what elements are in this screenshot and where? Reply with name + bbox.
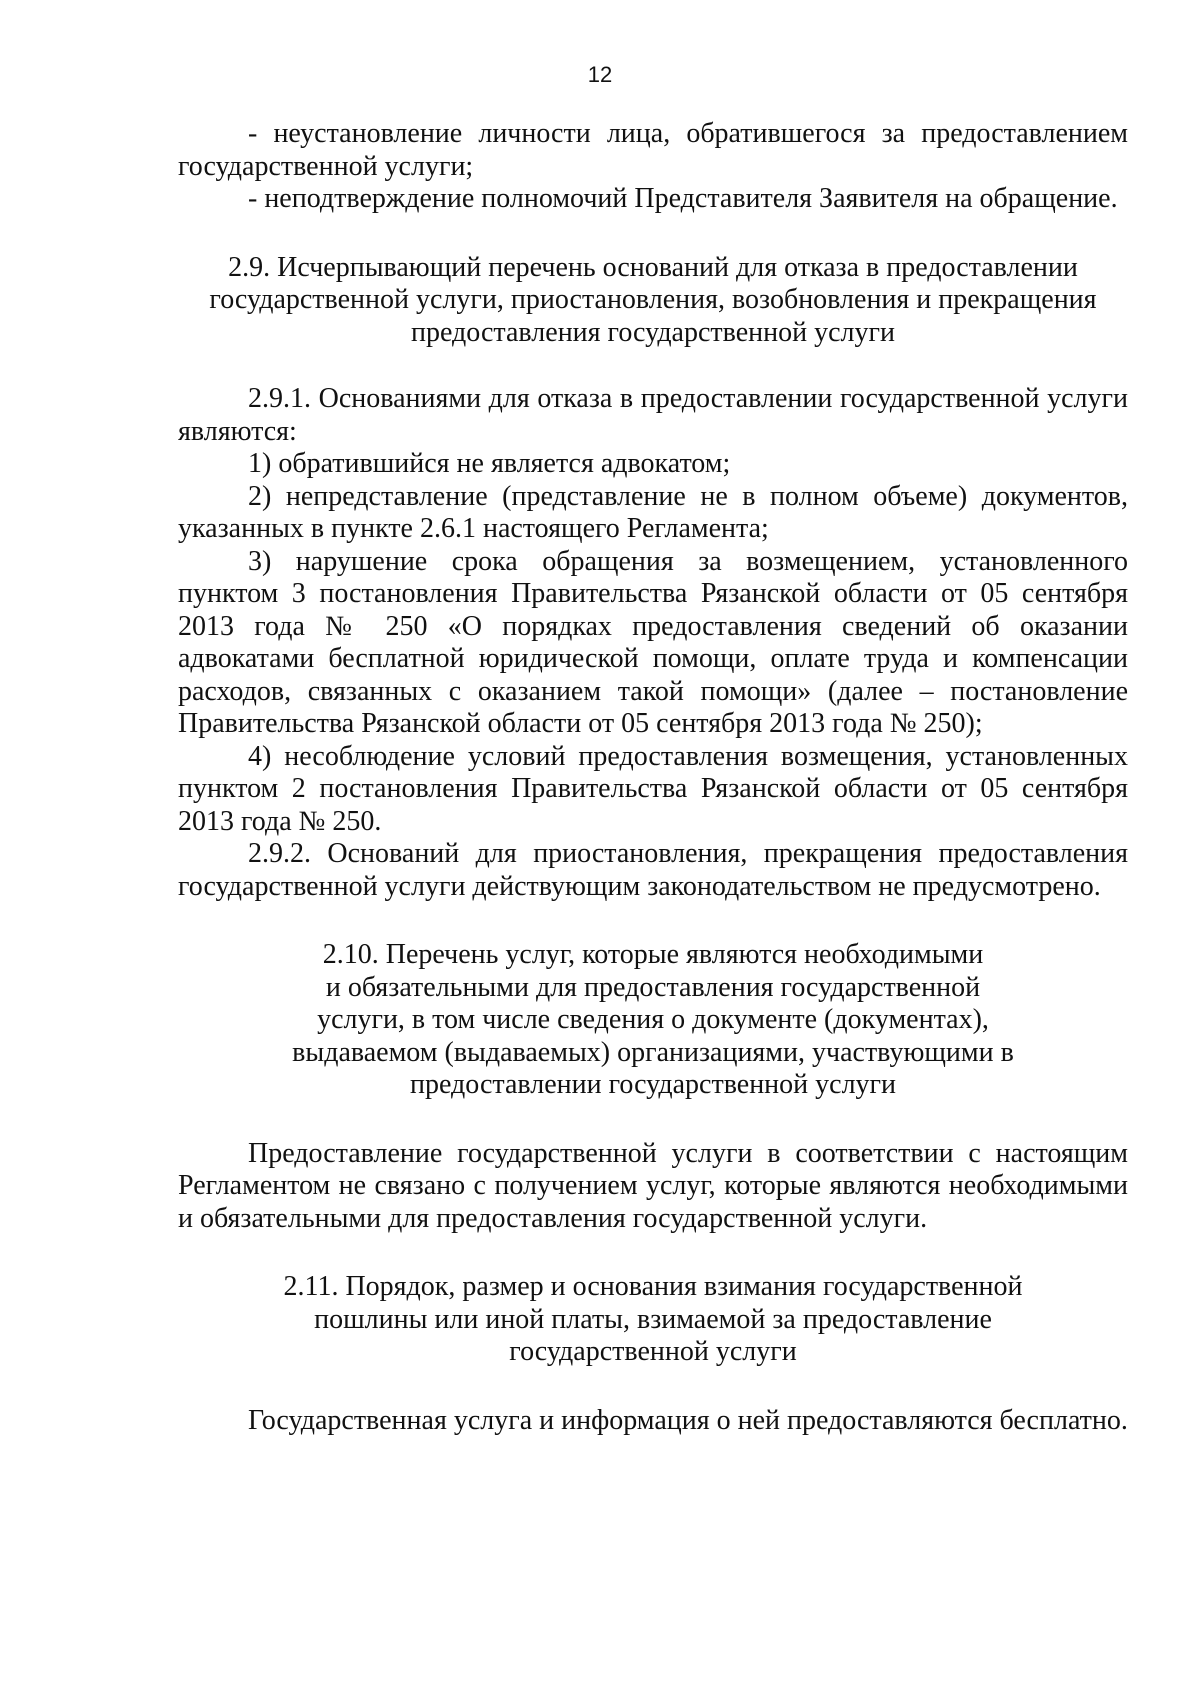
section-2-10-heading (178, 939, 1128, 1102)
document-body (178, 118, 1128, 1437)
heading-line: услуги, в том числе сведения о документе (документах), (317, 1004, 989, 1035)
list-item-1: 1) обратившийся не является адвокатом; (248, 448, 731, 479)
paragraph-2-11-body: Государственная услуга и информация о ней предоставляются бесплатно. (248, 1404, 1128, 1436)
intro-item-1: - неустановление личности лица, обратившегося за предоставлением государственной услуги; (178, 118, 1128, 182)
heading-line: и обязательными для предоставления государственной (325, 971, 981, 1003)
heading-line: 2.11. Порядок, размер и основания взимания государственной (283, 1271, 1023, 1302)
paragraph-2-9-1: 2.9.1. Основаниями для отказа в предоставлении государственной услуги являются: (178, 383, 1128, 447)
section-2-11-heading (178, 1271, 1128, 1369)
list-item-2: 2) непредставление (представление не в полном объеме) документов, указанных в пункте 2.6.1 настоящего Регламента; (178, 480, 1128, 544)
heading-line: пошлины или иной платы, взимаемой за предоставление (314, 1303, 992, 1335)
list-item-3: 3) нарушение срока обращения за возмещением, установленного пунктом 3 постановления Правительства Рязанской области от 05 сентября 2013 года № 250 «О порядках предоставления сведений об оказании адвокатами бесплатной юридической помощи, оплате труда и компенсации расходов, связанных с оказанием такой помощи» (далее – постановление Правительства Рязанской области от 05 сентября 2013 года № 250); (178, 545, 1128, 739)
list-item-4: 4) несоблюдение условий предоставления возмещения, установленных пунктом 2 постановления Правительства Рязанской области от 05 сентября 2013 года № 250. (178, 740, 1128, 837)
paragraph-2-10-body: Предоставление государственной услуги в соответствии с настоящим Регламентом не связано с получением услуг, которые являются необходимыми и обязательными для предоставления государственной услуги. (178, 1137, 1128, 1234)
heading-line: государственной услуги (509, 1336, 797, 1367)
heading-line: предоставлении государственной услуги (409, 1069, 897, 1100)
heading-line: выдаваемом (выдаваемых) организациями, участвующими в (292, 1036, 1014, 1068)
heading-line: 2.10. Перечень услуг, которые являются необходимыми (322, 939, 984, 970)
heading-line: 2.9. Исчерпывающий перечень оснований для отказа в предоставлении (228, 251, 1078, 283)
paragraph-2-9-2: 2.9.2. Оснований для приостановления, прекращения предоставления государственной услуги действующим законодательством не предусмотрено. (178, 838, 1128, 902)
page-number: 12 (587, 62, 613, 87)
section-2-9-heading (178, 252, 1128, 350)
intro-item-2: - неподтверждение полномочий Представителя Заявителя на обращение. (248, 183, 1118, 214)
heading-line: предоставления государственной услуги (411, 316, 895, 348)
heading-line: государственной услуги, приостановления, возобновления и прекращения (209, 284, 1097, 315)
